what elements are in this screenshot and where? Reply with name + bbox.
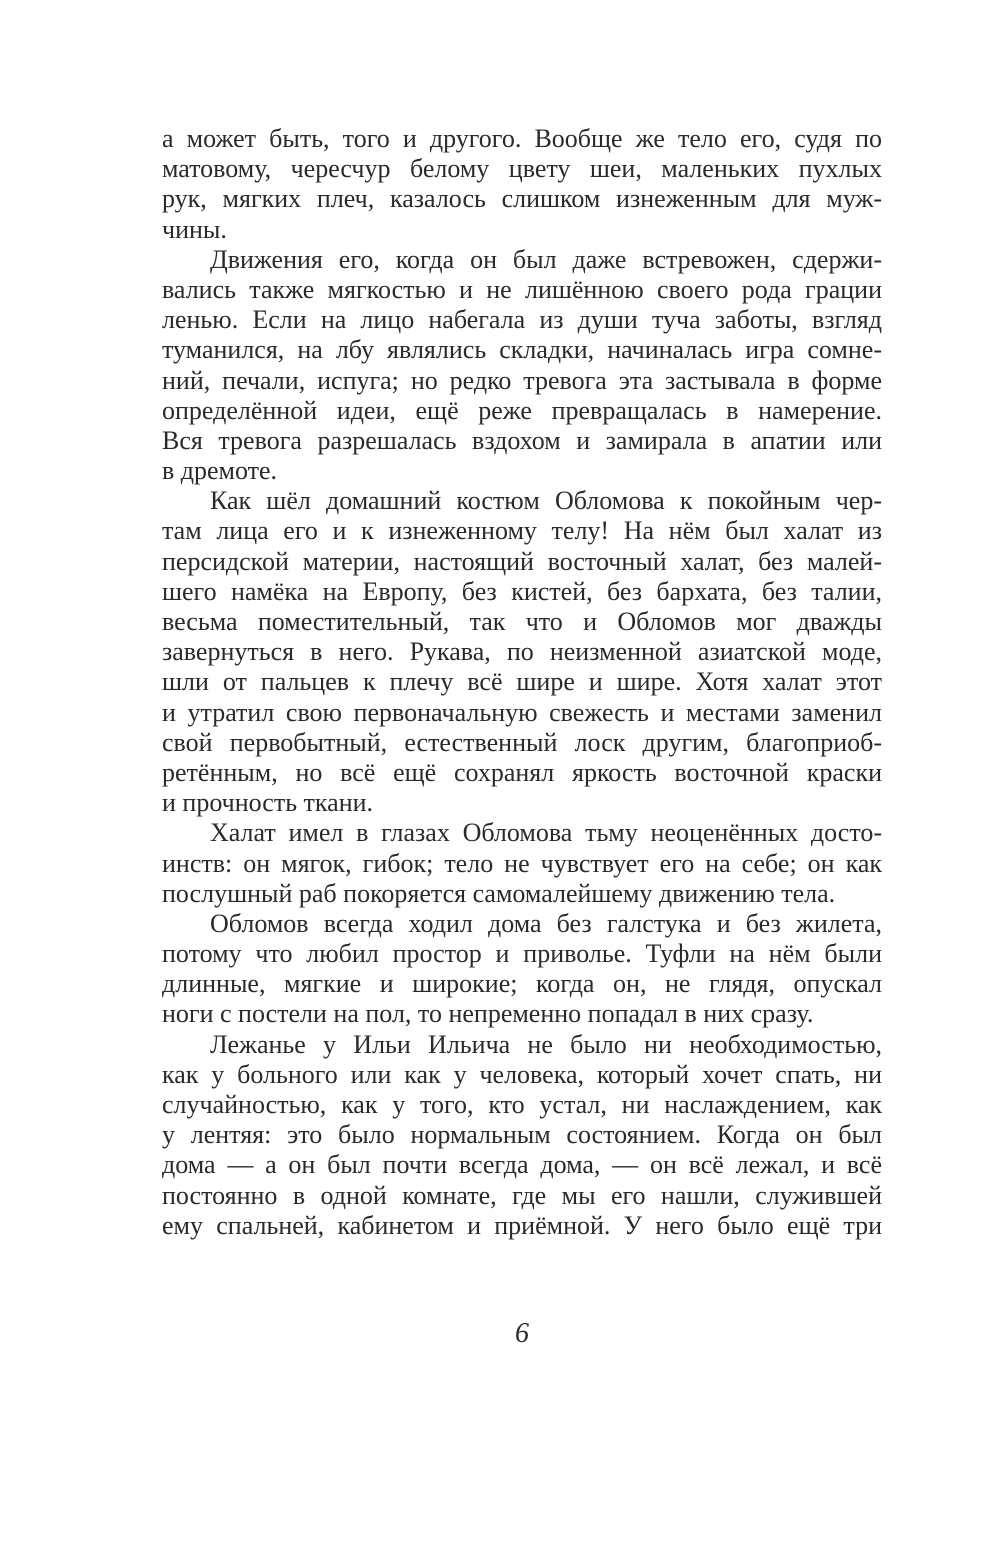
- text-line: инств: он мягок, гибок; тело не чувствует его на себе; он как: [162, 848, 882, 878]
- paragraph: [162, 124, 882, 245]
- text-line: завернуться в него. Рукава, по неизменной азиатской моде,: [162, 637, 882, 667]
- text-line: матовому, чересчур белому цвету шеи, маленьких пухлых: [162, 154, 882, 184]
- text-line: в дремоте.: [162, 456, 278, 486]
- text-line: у лентяя: это было нормальным состоянием. Когда он был: [162, 1120, 882, 1150]
- text-line: ретённым, но всё ещё сохранял яркость восточной краски: [162, 757, 882, 787]
- text-line: ний, печали, испуга; но редко тревога эта застывала в форме: [162, 365, 882, 395]
- text-line: и прочность ткани.: [162, 788, 374, 818]
- page-body: [162, 124, 882, 1241]
- text-line: чины.: [162, 214, 227, 244]
- page-number: 6: [515, 1318, 529, 1349]
- text-line: туманился, на лбу являлись складки, начиналась игра сомне-: [162, 335, 882, 365]
- text-line: ленью. Если на лицо набегала из души туча заботы, взгляд: [162, 305, 882, 335]
- text-line: персидской материи, настоящий восточный халат, без малей-: [162, 546, 882, 576]
- text-line: свой первобытный, естественный лоск другим, благоприоб-: [162, 727, 882, 757]
- text-line: как у больного или как у человека, который хочет спать, ни: [162, 1059, 882, 1089]
- paragraph: [162, 245, 882, 487]
- text-line: а может быть, того и другого. Вообще же тело его, судя по: [162, 124, 882, 153]
- text-line: весьма поместительный, так что и Обломов мог дважды: [162, 607, 882, 636]
- text-line: длинные, мягкие и широкие; когда он, не глядя, опускал: [162, 969, 882, 999]
- text-line: Как шёл домашний костюм Обломова к покойным чер-: [210, 486, 882, 516]
- text-line: постоянно в одной комнате, где мы его нашли, служившей: [162, 1180, 882, 1210]
- paragraph: [162, 909, 882, 1030]
- paragraph: [162, 818, 882, 909]
- text-line: послушный раб покоряется самомалейшему движению тела.: [162, 878, 836, 908]
- text-line: определённой идеи, ещё реже превращалась в намерение.: [162, 395, 882, 425]
- paragraph: [162, 486, 882, 818]
- text-line: потому что любил простор и приволье. Туфли на нём были: [162, 939, 882, 969]
- text-line: Движения его, когда он был даже встревожен, сдержи-: [210, 244, 882, 274]
- text-line: Обломов всегда ходил дома без галстука и без жилета,: [210, 908, 882, 938]
- text-line: Лежанье у Ильи Ильича не было ни необходимостью,: [210, 1029, 882, 1059]
- text-line: дома — а он был почти всегда дома, — он всё лежал, и всё: [162, 1150, 882, 1180]
- paragraph: [162, 1030, 882, 1241]
- text-line: Халат имел в глазах Обломова тьму неоценённых досто-: [210, 818, 882, 848]
- text-line: случайностью, как у того, кто устал, ни наслаждением, как: [162, 1090, 882, 1119]
- text-line: ноги с постели на пол, то непременно попадал в них сразу.: [162, 999, 814, 1029]
- text-line: шли от пальцев к плечу всё шире и шире. Хотя халат этот: [162, 667, 882, 697]
- text-line: ему спальней, кабинетом и приёмной. У него было ещё три: [162, 1210, 882, 1240]
- text-line: там лица его и к изнеженному телу! На нём был халат из: [162, 516, 882, 546]
- text-line: Вся тревога разрешалась вздохом и замирала в апатии или: [162, 425, 882, 455]
- text-line: шего намёка на Европу, без кистей, без бархата, без талии,: [162, 576, 882, 606]
- text-line: рук, мягких плеч, казалось слишком изнеженным для муж-: [162, 184, 882, 214]
- text-line: вались также мягкостью и не лишённою своего рода грации: [162, 274, 882, 304]
- text-line: и утратил свою первоначальную свежесть и местами заменил: [162, 697, 882, 727]
